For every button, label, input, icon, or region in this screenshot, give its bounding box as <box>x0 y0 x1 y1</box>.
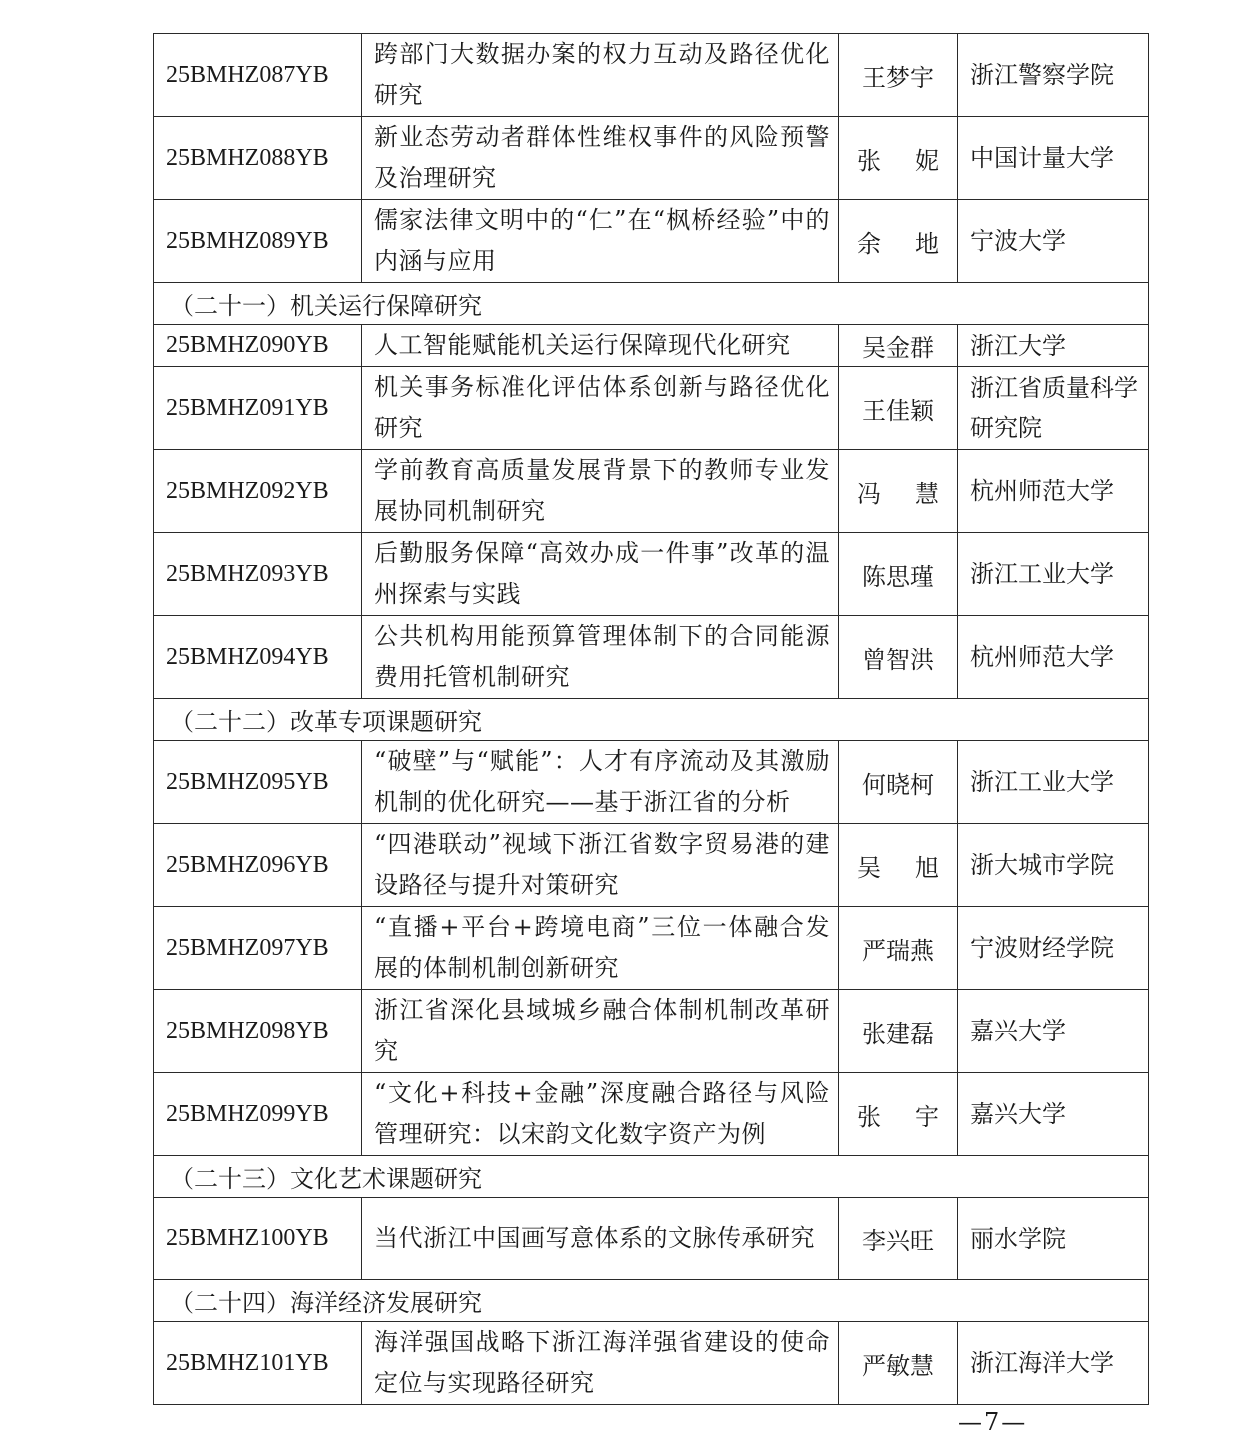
table-row <box>154 1073 1149 1156</box>
principal-name-text: 吴旭 <box>857 853 973 882</box>
institution: 杭州师范大学 <box>958 616 1149 699</box>
project-title: 跨部门大数据办案的权力互动及路径优化研究 <box>362 34 839 117</box>
institution: 浙江省质量科学研究院 <box>958 367 1149 450</box>
project-code: 25BMHZ090YB <box>154 325 362 367</box>
table-row <box>154 1322 1149 1405</box>
principal-name-text: 余地 <box>857 229 973 258</box>
table-row <box>154 325 1149 367</box>
project-code: 25BMHZ101YB <box>154 1322 362 1405</box>
table-body <box>154 34 1149 1405</box>
section-header-row <box>154 699 1149 741</box>
institution: 浙江海洋大学 <box>958 1322 1149 1405</box>
table-row <box>154 117 1149 200</box>
principal-name <box>839 450 973 533</box>
principal-name: 张建磊 <box>839 990 958 1073</box>
table-row <box>154 741 1149 824</box>
project-code: 25BMHZ088YB <box>154 117 362 200</box>
institution: 浙江大学 <box>958 325 1149 367</box>
project-title: “直播+平台+跨境电商”三位一体融合发展的体制机制创新研究 <box>362 907 839 990</box>
project-code: 25BMHZ095YB <box>154 741 362 824</box>
section-header-row <box>154 1156 1149 1198</box>
principal-name: 严瑞燕 <box>839 907 958 990</box>
principal-name-text: 张宇 <box>857 1102 973 1131</box>
institution: 嘉兴大学 <box>958 1073 1149 1156</box>
principal-name <box>839 200 973 283</box>
project-table <box>153 33 1149 1405</box>
project-code: 25BMHZ092YB <box>154 450 362 533</box>
section-title: （二十一）机关运行保障研究 <box>154 283 1149 325</box>
project-title: “四港联动”视域下浙江省数字贸易港的建设路径与提升对策研究 <box>362 824 839 907</box>
principal-name: 王梦宇 <box>839 34 958 117</box>
table-row <box>154 907 1149 990</box>
table-row <box>154 34 1149 117</box>
project-code: 25BMHZ097YB <box>154 907 362 990</box>
principal-name <box>839 117 973 200</box>
section-title: （二十四）海洋经济发展研究 <box>154 1280 1149 1322</box>
principal-name: 吴金群 <box>839 325 958 367</box>
principal-name: 何晓柯 <box>839 741 958 824</box>
institution: 杭州师范大学 <box>958 450 1149 533</box>
principal-name: 李兴旺 <box>839 1198 958 1280</box>
table-row <box>154 200 1149 283</box>
section-header-row <box>154 1280 1149 1322</box>
project-title: 新业态劳动者群体性维权事件的风险预警及治理研究 <box>362 117 839 200</box>
table-row <box>154 533 1149 616</box>
project-code: 25BMHZ100YB <box>154 1198 362 1280</box>
principal-name: 陈思瑾 <box>839 533 958 616</box>
project-code: 25BMHZ089YB <box>154 200 362 283</box>
project-code: 25BMHZ094YB <box>154 616 362 699</box>
project-code: 25BMHZ091YB <box>154 367 362 450</box>
section-title: （二十二）改革专项课题研究 <box>154 699 1149 741</box>
principal-name <box>839 824 973 907</box>
project-title: “文化+科技+金融”深度融合路径与风险管理研究：以宋韵文化数字资产为例 <box>362 1073 839 1156</box>
table-row <box>154 824 1149 907</box>
table-row <box>154 990 1149 1073</box>
institution: 丽水学院 <box>958 1198 1149 1280</box>
principal-name: 王佳颖 <box>839 367 958 450</box>
institution: 嘉兴大学 <box>958 990 1149 1073</box>
section-header-row <box>154 283 1149 325</box>
institution: 浙江工业大学 <box>958 741 1149 824</box>
table-row <box>154 450 1149 533</box>
principal-name: 曾智洪 <box>839 616 958 699</box>
principal-name <box>839 1073 973 1156</box>
table-row <box>154 616 1149 699</box>
institution: 浙大城市学院 <box>958 824 1149 907</box>
project-title: 海洋强国战略下浙江海洋强省建设的使命定位与实现路径研究 <box>362 1322 839 1405</box>
principal-name: 严敏慧 <box>839 1322 958 1405</box>
principal-name-text: 张妮 <box>857 146 973 175</box>
institution: 浙江工业大学 <box>958 533 1149 616</box>
institution: 宁波大学 <box>958 200 1149 283</box>
principal-name-text: 冯慧 <box>857 479 973 508</box>
project-title: 当代浙江中国画写意体系的文脉传承研究 <box>362 1198 839 1280</box>
project-title: “破壁”与“赋能”：人才有序流动及其激励机制的优化研究——基于浙江省的分析 <box>362 741 839 824</box>
section-title: （二十三）文化艺术课题研究 <box>154 1156 1149 1198</box>
project-code: 25BMHZ098YB <box>154 990 362 1073</box>
project-title: 浙江省深化县域城乡融合体制机制改革研究 <box>362 990 839 1073</box>
project-code: 25BMHZ087YB <box>154 34 362 117</box>
project-title: 后勤服务保障“高效办成一件事”改革的温州探索与实践 <box>362 533 839 616</box>
project-code: 25BMHZ093YB <box>154 533 362 616</box>
table-row <box>154 367 1149 450</box>
project-code: 25BMHZ099YB <box>154 1073 362 1156</box>
project-code: 25BMHZ096YB <box>154 824 362 907</box>
institution: 中国计量大学 <box>958 117 1149 200</box>
project-title: 机关事务标准化评估体系创新与路径优化研究 <box>362 367 839 450</box>
page-number: —7— <box>958 1408 1028 1436</box>
project-title: 儒家法律文明中的“仁”在“枫桥经验”中的内涵与应用 <box>362 200 839 283</box>
institution: 宁波财经学院 <box>958 907 1149 990</box>
project-title: 学前教育高质量发展背景下的教师专业发展协同机制研究 <box>362 450 839 533</box>
institution: 浙江警察学院 <box>958 34 1149 117</box>
project-title: 公共机构用能预算管理体制下的合同能源费用托管机制研究 <box>362 616 839 699</box>
table-row <box>154 1198 1149 1280</box>
project-title: 人工智能赋能机关运行保障现代化研究 <box>362 325 839 367</box>
